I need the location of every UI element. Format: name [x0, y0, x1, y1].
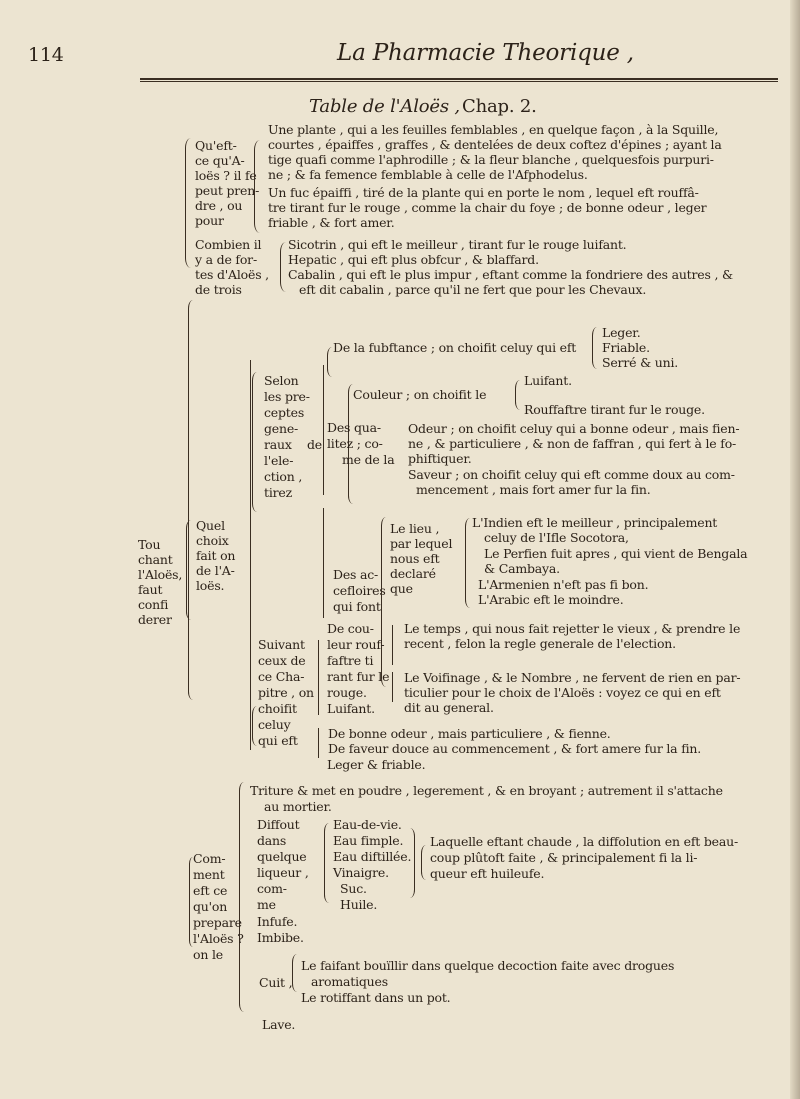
brace-accessories	[381, 517, 386, 687]
side-label: faut	[138, 582, 163, 597]
color2-label: rant fur le	[327, 669, 390, 684]
dissolve-label: quelque	[257, 849, 307, 864]
side-label: l'Aloës,	[138, 567, 183, 582]
plant-line: courtes , épaiffes , graffes , & dentelées de deux coftez d'épines ; ayant la	[268, 137, 722, 152]
juice-line: friable , & fort amer.	[268, 215, 395, 230]
divider	[318, 640, 319, 715]
place-item: L'Armenien n'eft pas fi bon.	[478, 577, 649, 592]
place-label: nous eft	[390, 551, 440, 566]
following-label: pitre , on	[258, 685, 314, 700]
color-item: Luifant.	[524, 373, 572, 388]
odor-line: Odeur ; on choifit celuy qui a bonne odeur , mais fien-	[408, 421, 740, 436]
place-label: declaré	[390, 566, 436, 581]
liquid-item: Eau-de-vie.	[333, 817, 402, 832]
header-rule-thin	[140, 81, 778, 82]
imbibe: Imbibe.	[257, 930, 304, 945]
brace-places	[465, 518, 470, 608]
table-title: Table de l'Aloës ,	[309, 96, 460, 117]
place-label: par lequel	[390, 536, 453, 551]
taste-line: Saveur ; on choifit celuy qui eft comme doux au com-	[408, 467, 735, 482]
choice-label: Quel	[196, 518, 225, 533]
plant-line: ne ; & fa femence femblable à celle de l'Afphodelus.	[268, 167, 588, 182]
accessory-label: qui font	[333, 599, 381, 614]
place-label: Le lieu ,	[390, 521, 440, 536]
prep-label: on le	[193, 947, 223, 962]
kind-cabalin: Cabalin , qui eft le plus impur , eftant comme la fondriere des autres , &	[288, 267, 733, 282]
kind-cabalin-note: eft dit cabalin , parce qu'il ne fert que pour les Chevaux.	[299, 282, 647, 297]
choice-label: choix	[196, 533, 229, 548]
liquid-item: Vinaigre.	[333, 865, 389, 880]
liquid-item: Eau fimple.	[333, 833, 404, 848]
prep-label: Com-	[193, 851, 226, 866]
divider	[323, 508, 324, 618]
brace-choice	[186, 520, 191, 620]
prep-label: prepare	[193, 915, 242, 930]
kind-sicotrin: Sicotrin , qui eft le meilleur , tirant fur le rouge luifant.	[288, 237, 627, 252]
sorts-question: tes d'Aloës ,	[195, 267, 269, 282]
choice-label: loës.	[196, 578, 225, 593]
general-label: Selon	[264, 373, 299, 388]
chapter-label: Chap. 2.	[462, 96, 537, 117]
question-line: loës ? il fe	[195, 168, 257, 183]
good-odor: De bonne odeur , mais particuliere , & fienne.	[328, 726, 611, 741]
following-label: ce Cha-	[258, 669, 305, 684]
following-label: Suivant	[258, 637, 305, 652]
place-item: L'Arabic eft le moindre.	[478, 592, 624, 607]
running-title: La Pharmacie Theorique ,	[337, 40, 634, 66]
liquid-item: Huile.	[340, 897, 378, 912]
side-label: derer	[138, 612, 172, 627]
question-line: dre , ou	[195, 198, 243, 213]
color2-label: leur rouf-	[327, 637, 385, 652]
brace-substance-items	[592, 327, 597, 369]
cook-item: Le faifant bouïllir dans quelque decoction faite avec drogues	[301, 958, 675, 973]
color-item: Rouffaftre tirant fur le rouge.	[524, 402, 705, 417]
brace-liquids	[324, 823, 329, 903]
dissolve-note: coup plûtoft faite , & principalement fi la li-	[430, 850, 698, 865]
side-label: confi	[138, 597, 169, 612]
general-label: ction ,	[264, 469, 303, 484]
place-item: Le Perfien fuit apres , qui vient de Bengala	[484, 546, 748, 561]
color2-label: De cou-	[327, 621, 374, 636]
plant-line: Une plante , qui a les feuilles femblables , en quelque façon , à la Squille,	[268, 122, 719, 137]
brace-section1-outer	[185, 138, 191, 268]
neighbor-line: Le Voifinage , & le Nombre , ne fervent de rien en par-	[404, 670, 741, 685]
page-edge	[790, 0, 800, 1099]
header-rule	[140, 78, 778, 80]
color2-label: rouge.	[327, 685, 367, 700]
question-line: peut pren-	[195, 183, 260, 198]
accessory-label: cefloires	[333, 583, 386, 598]
sorts-question: y a de for-	[195, 252, 257, 267]
following-label: qui eft	[258, 733, 298, 748]
color-label: Couleur ; on choifit le	[353, 387, 487, 402]
general-label: gene-	[264, 421, 299, 436]
place-item: L'Indien eft le meilleur , principalement	[472, 515, 718, 530]
brace-section3-outer	[188, 300, 193, 700]
brace-liquids-right	[410, 828, 415, 898]
general-label: les pre-	[264, 389, 310, 404]
dissolve-label: Diffout	[257, 817, 300, 832]
brace-cook	[292, 954, 297, 992]
prep-label: l'Aloës ?	[193, 931, 244, 946]
taste-line: mencement , mais fort amer fur la fin.	[416, 482, 651, 497]
side-label: Tou	[138, 537, 161, 552]
following-label: choifit	[258, 701, 297, 716]
trituration-line: au mortier.	[264, 799, 332, 814]
dissolve-note: queur eft huileufe.	[430, 866, 545, 881]
prep-label: eft ce	[193, 883, 228, 898]
liquid-item: Suc.	[340, 881, 367, 896]
general-label: raux	[264, 437, 292, 452]
prep-label: qu'on	[193, 899, 228, 914]
general-label: de	[307, 437, 322, 452]
place-item: celuy de l'Ifle Socotora,	[484, 530, 629, 545]
wash: Lave.	[262, 1017, 296, 1032]
dissolve-label: com-	[257, 881, 287, 896]
brace-kinds	[280, 242, 286, 292]
odor-line: phiftiquer.	[408, 451, 472, 466]
side-label: chant	[138, 552, 173, 567]
brace-dissolve-note	[421, 845, 426, 880]
sorts-question: de trois	[195, 282, 242, 297]
choice-label: fait on	[196, 548, 236, 563]
sorts-question: Combien il	[195, 237, 262, 252]
qualities-label: litez ; co-	[327, 436, 383, 451]
substance-label: De la fubftance ; on choifit celuy qui eft	[333, 340, 577, 355]
general-label: tirez	[264, 485, 292, 500]
cook-label: Cuit ,	[259, 975, 293, 990]
substance-item: Serré & uni.	[602, 355, 679, 370]
cook-item: Le rotiffant dans un pot.	[301, 990, 451, 1005]
substance-item: Leger.	[602, 325, 641, 340]
divider	[392, 625, 393, 665]
brace-color-items	[515, 380, 520, 410]
dissolve-label: liqueur ,	[257, 865, 309, 880]
qualities-label: me de la	[342, 452, 395, 467]
accessory-label: Des ac-	[333, 567, 379, 582]
light-friable: Leger & friable.	[327, 757, 426, 772]
kind-hepatic: Hepatic , qui eft plus obfcur , & blaffard.	[288, 252, 539, 267]
substance-item: Friable.	[602, 340, 650, 355]
brace-preparation	[239, 782, 244, 1012]
following-label: ceux de	[258, 653, 306, 668]
sweet-taste: De faveur douce au commencement , & fort amere fur la fin.	[328, 741, 702, 756]
divider	[250, 360, 251, 750]
brace-definitions	[254, 140, 260, 233]
question-line: pour	[195, 213, 224, 228]
time-line: recent , felon la regle generale de l'election.	[404, 636, 676, 651]
divider	[392, 672, 393, 702]
juice-line: tre tirant fur le rouge , comme la chair du foye ; de bonne odeur , leger	[268, 200, 707, 215]
dissolve-label: me	[257, 897, 276, 912]
place-item: & Cambaya.	[484, 561, 560, 576]
odor-line: ne , & particuliere , & non de faffran , qui fert à le fo-	[408, 436, 737, 451]
brace-substance	[327, 347, 332, 377]
divider	[323, 365, 324, 495]
time-line: Le temps , qui nous fait rejetter le vieux , & prendre le	[404, 621, 741, 636]
following-label: celuy	[258, 717, 291, 732]
general-label: l'ele-	[264, 453, 294, 468]
color2-label: Luifant.	[327, 701, 375, 716]
brace-prep-label	[189, 857, 193, 947]
choice-label: de l'A-	[196, 563, 235, 578]
brace-general	[252, 372, 257, 512]
liquid-item: Eau diftillée.	[333, 849, 412, 864]
question-line: Qu'eft-	[195, 138, 237, 153]
cook-item: aromatiques	[311, 974, 388, 989]
neighbor-line: ticulier pour le choix de l'Aloës : voyez ce qui en eft	[404, 685, 721, 700]
general-label: ceptes	[264, 405, 305, 420]
color2-label: faftre ti	[327, 653, 374, 668]
juice-line: Un fuc épaiffi , tiré de la plante qui en porte le nom , lequel eft rouffâ-	[268, 185, 699, 200]
dissolve-note: Laquelle eftant chaude , la diffolution en eft beau-	[430, 834, 738, 849]
question-line: ce qu'A-	[195, 153, 245, 168]
qualities-label: Des qua-	[327, 420, 381, 435]
page-number: 114	[28, 44, 64, 66]
plant-line: tige quafi comme l'aphrodille ; & la fleur blanche , quelquesfois purpuri-	[268, 152, 714, 167]
infuse: Infufe.	[257, 914, 298, 929]
divider	[318, 728, 319, 758]
neighbor-line: dit au general.	[404, 700, 494, 715]
prep-label: ment	[193, 867, 225, 882]
place-label: que	[390, 581, 413, 596]
brace-following	[252, 706, 257, 746]
dissolve-label: dans	[257, 833, 287, 848]
trituration-line: Triture & met en poudre , legerement , & en broyant ; autrement il s'attache	[250, 783, 723, 798]
